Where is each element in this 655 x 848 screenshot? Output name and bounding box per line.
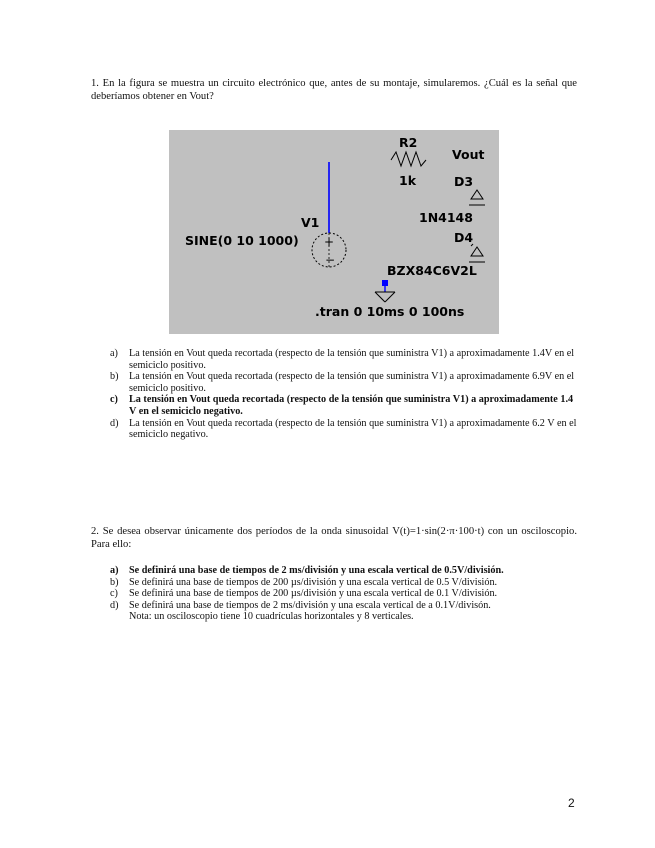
svg-text:+: + <box>324 235 335 249</box>
r2-resistor-symbol <box>391 152 426 166</box>
circuit-figure <box>169 130 499 334</box>
question-2-options <box>110 565 580 623</box>
v1-value: SINE(0 10 1000) <box>185 233 299 248</box>
d3-diode-symbol <box>469 190 485 205</box>
v1-label: V1 <box>301 215 320 230</box>
question-1-options <box>110 348 580 441</box>
d3-model: 1N4148 <box>419 210 473 225</box>
question-1-text: 1. En la figura se muestra un circuito electrónico que, antes de su montaje, simularemos. ¿Cuál es la señal que deberíamos obtener en Vout? <box>91 78 577 103</box>
r2-label: R2 <box>399 135 418 150</box>
q1-option-a: a) La tensión en Vout queda recortada (respecto de la tensión que suministra V1) a aproximadamente 1.4V en el semiciclo positivo. <box>110 348 575 371</box>
q2-note: Nota: un osciloscopio tiene 10 cuadrículas horizontales y 8 verticales. <box>129 611 414 623</box>
q1-option-c: c) La tensión en Vout queda recortada (respecto de la tensión que suministra V1) a aproximadamente 1.4 V en el semiciclo negativo. <box>110 394 574 417</box>
question-2-text: 2. Se desea observar únicamente dos períodos de la onda sinusoidal V(t)=1·sin(2·π·100·t) con un osciloscopio. Para ello: <box>91 526 577 551</box>
page-number: 2 <box>568 796 575 810</box>
d4-label: D4 <box>454 230 474 245</box>
tran-directive: .tran 0 10ms 0 100ns <box>315 304 465 319</box>
d3-label: D3 <box>454 174 474 189</box>
vout-label: Vout <box>452 147 485 162</box>
q2-option-a: a) Se definirá una base de tiempos de 2 ms/división y una escala vertical de 0.5V/división. <box>110 565 504 576</box>
q1-option-b: b) La tensión en Vout queda recortada (respecto de la tensión que suministra V1) a aproximadamente 6.9V en el semiciclo positivo. <box>110 371 575 394</box>
r2-value: 1k <box>399 173 417 188</box>
q2-option-b: b) Se definirá una base de tiempos de 200 µs/división y una escala vertical de 0.5 V/división. <box>110 576 498 588</box>
q2-option-c: c) Se definirá una base de tiempos de 200 µs/división y una escala vertical de 0.1 V/división. <box>110 588 498 600</box>
d4-zener-symbol <box>469 244 485 262</box>
d4-model: BZX84C6V2L <box>387 263 477 278</box>
ground-symbol <box>375 280 395 302</box>
v1-source-symbol <box>312 233 346 267</box>
q2-option-d: d) Se definirá una base de tiempos de 2 ms/división y una escala vertical de a 0.1V/divisón. <box>110 599 491 611</box>
q1-option-d: d) La tensión en Vout queda recortada (respecto de la tensión que suministra V1) a aproximadamente 6.2 V en el semiciclo negativo. <box>110 417 577 441</box>
svg-text:−: − <box>325 253 336 267</box>
